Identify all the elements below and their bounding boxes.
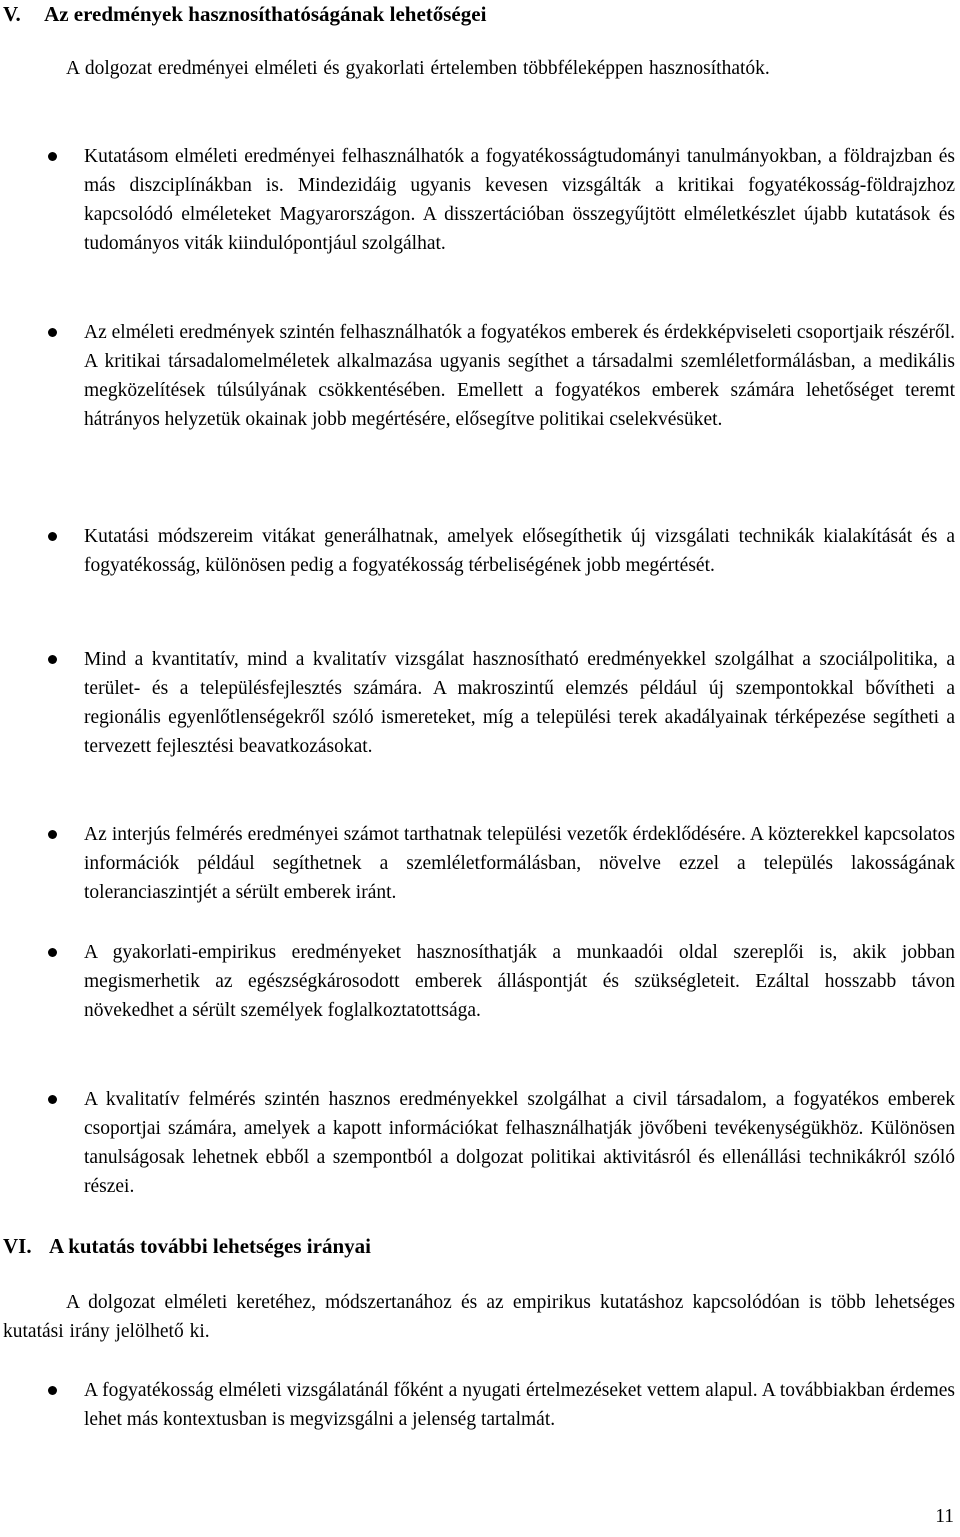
section-v-bullet-7 xyxy=(84,1085,955,1201)
bullet-text: A kvalitatív felmérés szintén hasznos eredményekkel szolgálhat a civil társadalom, a fogyatékos emberek csoportjai számára, amelyek a kapott információkat felhasználhatják jövőbeni tevékenységükhöz. Különösen tanulságosak lehetnek ebből a szempontból a dolgozat politikai aktivitásról és ellenállási technikákról szóló részei. xyxy=(84,1089,955,1197)
bullet-text: Kutatási módszereim vitákat generálhatnak, amelyek elősegíthetik új vizsgálati technikák kialakítását és a fogyatékosság, különösen pedig a fogyatékosság térbeliségének jobb megértését. xyxy=(84,526,955,576)
bullet-icon xyxy=(48,152,57,161)
section-v-bullet-2 xyxy=(84,318,955,434)
section-v-bullet-1 xyxy=(84,142,955,258)
bullet-icon xyxy=(48,532,57,541)
section-v-bullet-3 xyxy=(84,522,955,580)
bullet-icon xyxy=(48,655,57,664)
section-v-bullet-6 xyxy=(84,938,955,1025)
section-v-number: V. xyxy=(3,2,21,26)
bullet-icon xyxy=(48,1386,57,1395)
section-v-bullet-4 xyxy=(84,645,955,761)
bullet-text: A gyakorlati-empirikus eredményeket hasznosíthatják a munkaadói oldal szereplői is, akik jobban megismerhetik az egészségkárosodott emberek álláspontját és szükségleteit. Ezáltal hosszabb távon növekedhet a sérült személyek foglalkoztatottsága. xyxy=(84,942,955,1021)
section-vi-bullet-1 xyxy=(84,1376,955,1434)
section-vi-intro: A dolgozat elméleti keretéhez, módszertanához és az empirikus kutatáshoz kapcsolódóan is több lehetséges kutatási irány jelölhető ki. xyxy=(3,1292,955,1342)
bullet-text: Az interjús felmérés eredményei számot tarthatnak települési vezetők érdeklődésére. A közterekkel kapcsolatos információk például segíthetnek a szemléletformálásban, növelve ezzel a település lakosságának toleranciaszintjét a sérült emberek iránt. xyxy=(84,824,955,903)
bullet-icon xyxy=(48,1095,57,1104)
bullet-icon xyxy=(48,328,57,337)
section-vi-title: A kutatás további lehetséges irányai xyxy=(48,1234,371,1258)
bullet-text: A fogyatékosság elméleti vizsgálatánál főként a nyugati értelmezéseket vettem alapul. A továbbiakban érdemes lehet más kontextusban is megvizsgálni a jelenség tartalmát. xyxy=(84,1380,955,1430)
section-vi-number: VI. xyxy=(3,1234,32,1258)
section-vi-heading xyxy=(3,1232,953,1260)
section-v-heading xyxy=(3,0,953,28)
bullet-icon xyxy=(48,830,57,839)
section-v-intro: A dolgozat eredményei elméleti és gyakorlati értelemben többféleképpen hasznosíthatók. xyxy=(66,58,770,79)
bullet-text: Az elméleti eredmények szintén felhasználhatók a fogyatékos emberek és érdekképviseleti csoportjaik részéről. A kritikai társadalomelméletek alkalmazása ugyanis segíthet a társadalmi szemléletformálásban, a medikális megközelítések túlsúlyának csökkentésében. Emellett a fogyatékos emberek számára lehetőséget teremt hátrányos helyzetük okainak jobb megértésére, elősegítve politikai cselekvésüket. xyxy=(84,322,955,430)
bullet-text: Mind a kvantitatív, mind a kvalitatív vizsgálat hasznosítható eredményekkel szolgálhat a szociálpolitika, a terület- és a településfejlesztés számára. A makroszintű elemzés például új szempontokkal bővítheti a regionális egyenlőtlenségekről szóló ismereteket, míg a települési terek akadályainak térképezése segítheti a tervezett fejlesztési beavatkozásokat. xyxy=(84,649,955,757)
page-number: 11 xyxy=(935,1506,954,1527)
section-v-bullet-5 xyxy=(84,820,955,907)
bullet-icon xyxy=(48,948,57,957)
bullet-text: Kutatásom elméleti eredményei felhasználhatók a fogyatékosságtudományi tanulmányokban, a földrajzban és más diszciplínákban is. Mindezidáig ugyanis kevesen vizsgálták a kritikai fogyatékosság-földrajzhoz kapcsolódó elméleteket Magyarországon. A disszertációban összegyűjtött elméletkészlet újabb kutatások és tudományos viták kiindulópontjául szolgálhat. xyxy=(84,146,955,254)
section-v-title: Az eredmények hasznosíthatóságának lehetőségei xyxy=(44,2,487,26)
